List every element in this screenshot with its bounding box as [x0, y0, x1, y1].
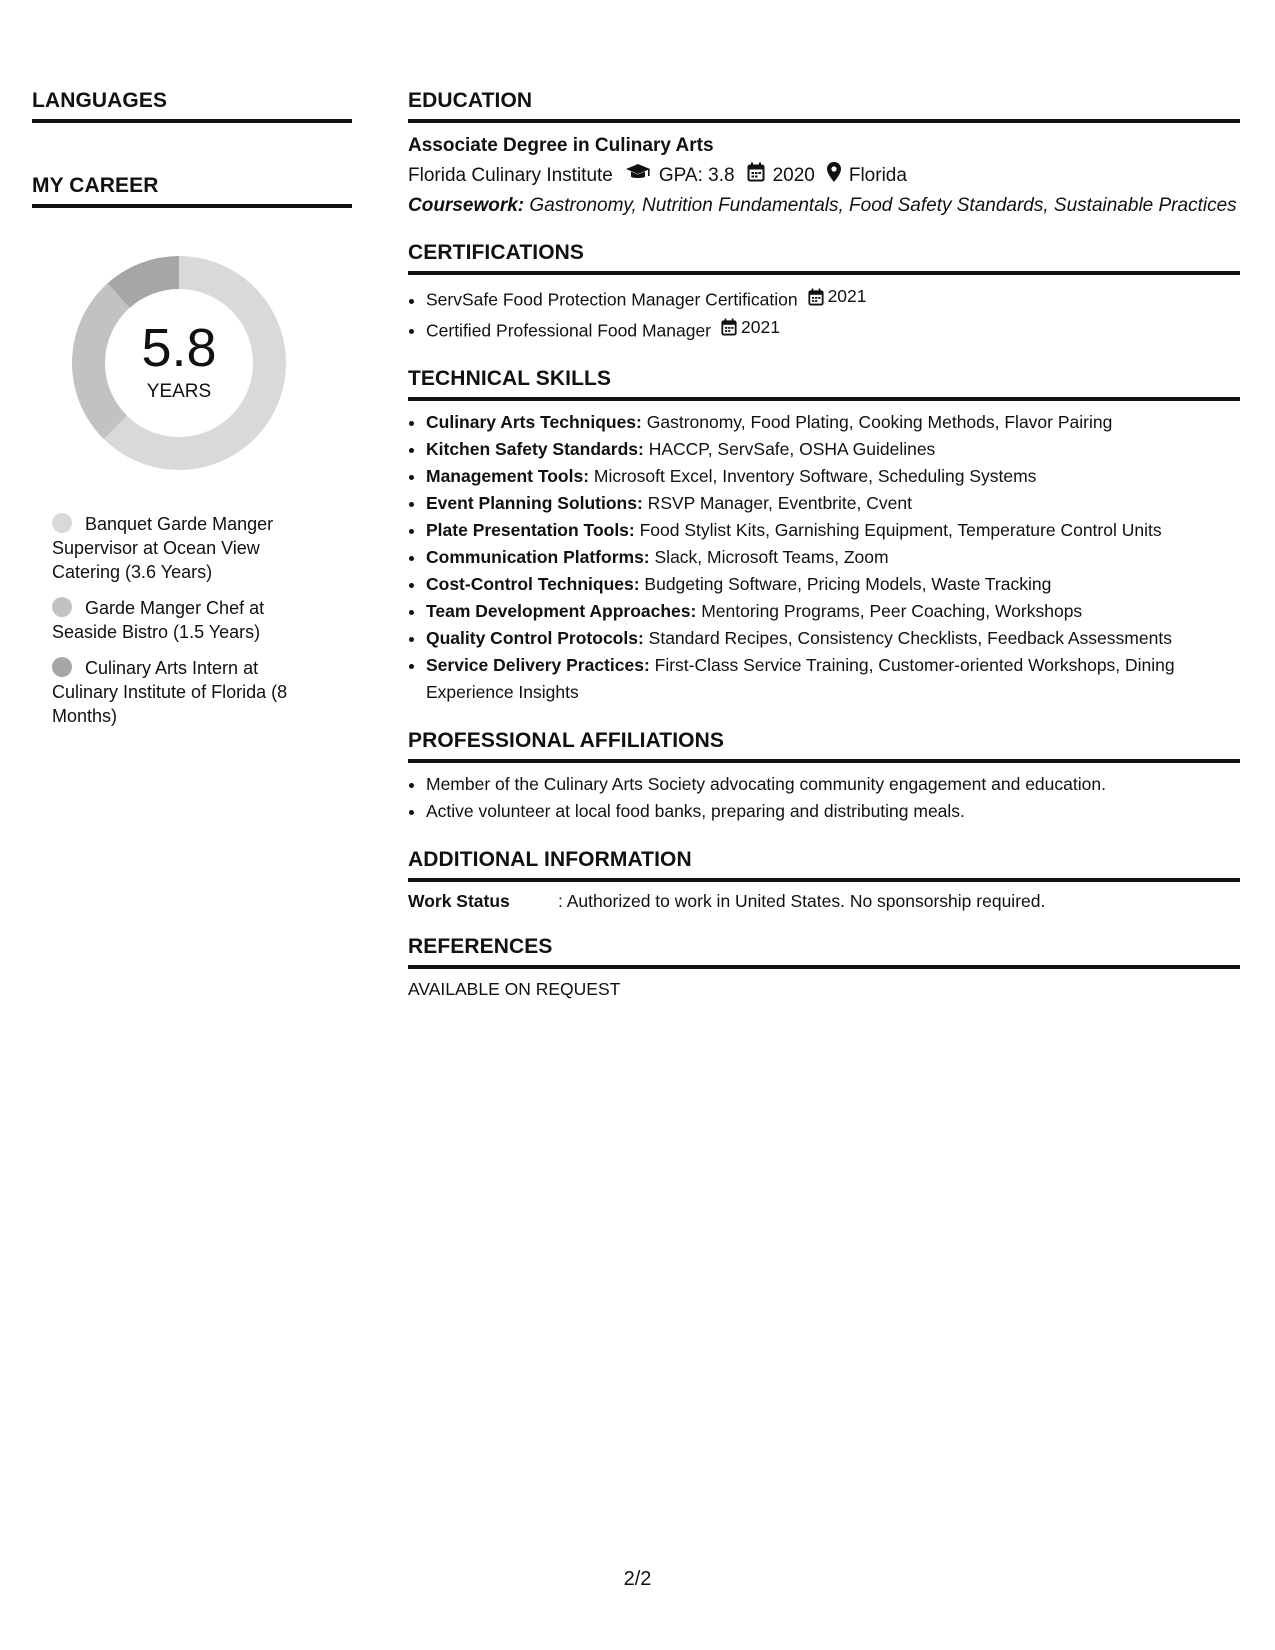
certifications-heading: CERTIFICATIONS [408, 240, 1240, 275]
skill-category: Cost-Control Techniques: [426, 574, 640, 594]
legend-dot-icon [52, 513, 72, 533]
graduation-cap-icon [625, 163, 651, 189]
coursework-label: Coursework: [408, 195, 525, 216]
skill-category: Communication Platforms: [426, 547, 650, 567]
references-text: AVAILABLE ON REQUEST [408, 979, 621, 999]
skills-section [408, 366, 1240, 706]
cert-year: 2021 [741, 316, 780, 337]
career-donut-chart [64, 248, 294, 478]
skill-values: Standard Recipes, Consistency Checklists, Feedback Assessments [643, 628, 1172, 648]
skills-list [408, 409, 1240, 706]
skill-category: Quality Control Protocols: [426, 628, 644, 648]
skill-category: Service Delivery Practices: [426, 655, 650, 675]
skill-category: Plate Presentation Tools: [426, 520, 635, 540]
calendar-icon [808, 288, 824, 306]
references-heading: REFERENCES [408, 934, 1240, 969]
school-name: Florida Culinary Institute [408, 165, 613, 186]
page-number: 2/2 [623, 1568, 652, 1590]
left-column [32, 88, 352, 740]
career-item [52, 512, 322, 584]
list-item [426, 283, 1240, 314]
list-item [426, 314, 1240, 345]
affiliations-list [408, 771, 1240, 825]
list-item [426, 598, 1240, 625]
certifications-section [408, 240, 1240, 344]
legend-dot-icon [52, 597, 72, 617]
coursework [408, 194, 1240, 218]
list-item [426, 409, 1240, 436]
skill-category: Culinary Arts Techniques: [426, 412, 642, 432]
skill-values: HACCP, ServSafe, OSHA Guidelines [643, 439, 936, 459]
calendar-icon [747, 162, 765, 190]
additional-section [408, 847, 1240, 912]
skills-heading: TECHNICAL SKILLS [408, 366, 1240, 401]
list-item [426, 625, 1240, 652]
list-item [426, 517, 1240, 544]
location-pin-icon [827, 162, 841, 190]
languages-heading: LANGUAGES [32, 88, 352, 123]
career-legend [52, 512, 322, 728]
list-item: • Active volunteer at local food banks, preparing and distributing meals. [426, 798, 1240, 825]
career-heading: MY CAREER [32, 173, 352, 208]
career-item-label: Culinary Arts Intern at Culinary Institute of Florida (8 Months) [52, 658, 288, 726]
work-status-value: : Authorized to work in United States. No sponsorship required. [558, 891, 1046, 911]
right-column [408, 88, 1240, 1000]
career-item [52, 656, 322, 728]
certifications-list [408, 283, 1240, 344]
cert-name: Certified Professional Food Manager [426, 320, 712, 340]
coursework-text: Gastronomy, Nutrition Fundamentals, Food Safety Standards, Sustainable Practices [524, 195, 1237, 216]
cert-year: 2021 [827, 286, 867, 306]
graduation-year: 2020 [772, 165, 815, 186]
skill-values: Microsoft Excel, Inventory Software, Scheduling Systems [589, 466, 1037, 486]
skill-values: Slack, Microsoft Teams, Zoom [649, 547, 889, 567]
cert-name: ServSafe Food Protection Manager Certification [426, 289, 798, 310]
career-item-label: Garde Manger Chef at Seaside Bistro (1.5 Years) [52, 598, 265, 642]
list-item: • Member of the Culinary Arts Society advocating community engagement and education. [426, 771, 1240, 798]
skill-values: RSVP Manager, Eventbrite, Cvent [642, 493, 912, 513]
skill-values: Budgeting Software, Pricing Models, Waste Tracking [639, 574, 1052, 594]
work-status-row [408, 891, 1240, 912]
skill-values: First-Class Service Training, Customer-oriented Workshops, Dining Experience Insights [426, 655, 1175, 702]
list-item [426, 436, 1240, 463]
career-years-unit: YEARS [146, 381, 212, 402]
gpa: GPA: 3.8 [658, 165, 735, 186]
education-section [408, 88, 1240, 218]
affiliations-section [408, 728, 1240, 825]
skill-values: Mentoring Programs, Peer Coaching, Workshops [696, 601, 1083, 621]
calendar-icon [721, 318, 737, 336]
skill-values: Gastronomy, Food Plating, Cooking Methods, Flavor Pairing [641, 412, 1113, 432]
skill-category: Team Development Approaches: [426, 601, 697, 621]
legend-dot-icon [52, 657, 72, 677]
work-status-label: Work Status [408, 891, 510, 911]
list-item [426, 463, 1240, 490]
education-details [408, 162, 1240, 190]
list-item [426, 490, 1240, 517]
skill-category: Event Planning Solutions: [426, 493, 643, 513]
career-item [52, 596, 322, 644]
list-item [426, 652, 1240, 706]
career-years-value: 5.8 [141, 318, 217, 378]
references-section [408, 934, 1240, 1000]
additional-heading: ADDITIONAL INFORMATION [408, 847, 1240, 882]
list-item [426, 571, 1240, 598]
skill-category: Kitchen Safety Standards: [426, 439, 644, 459]
list-item [426, 544, 1240, 571]
skill-values: Food Stylist Kits, Garnishing Equipment, Temperature Control Units [634, 520, 1162, 540]
education-heading: EDUCATION [408, 88, 1240, 123]
affiliations-heading: PROFESSIONAL AFFILIATIONS [408, 728, 1240, 763]
education-location: Florida [848, 165, 907, 186]
career-item-label: Banquet Garde Manger Supervisor at Ocean View Catering (3.6 Years) [52, 514, 274, 582]
degree-title: Associate Degree in Culinary Arts [408, 135, 714, 156]
skill-category: Management Tools: [426, 466, 590, 486]
